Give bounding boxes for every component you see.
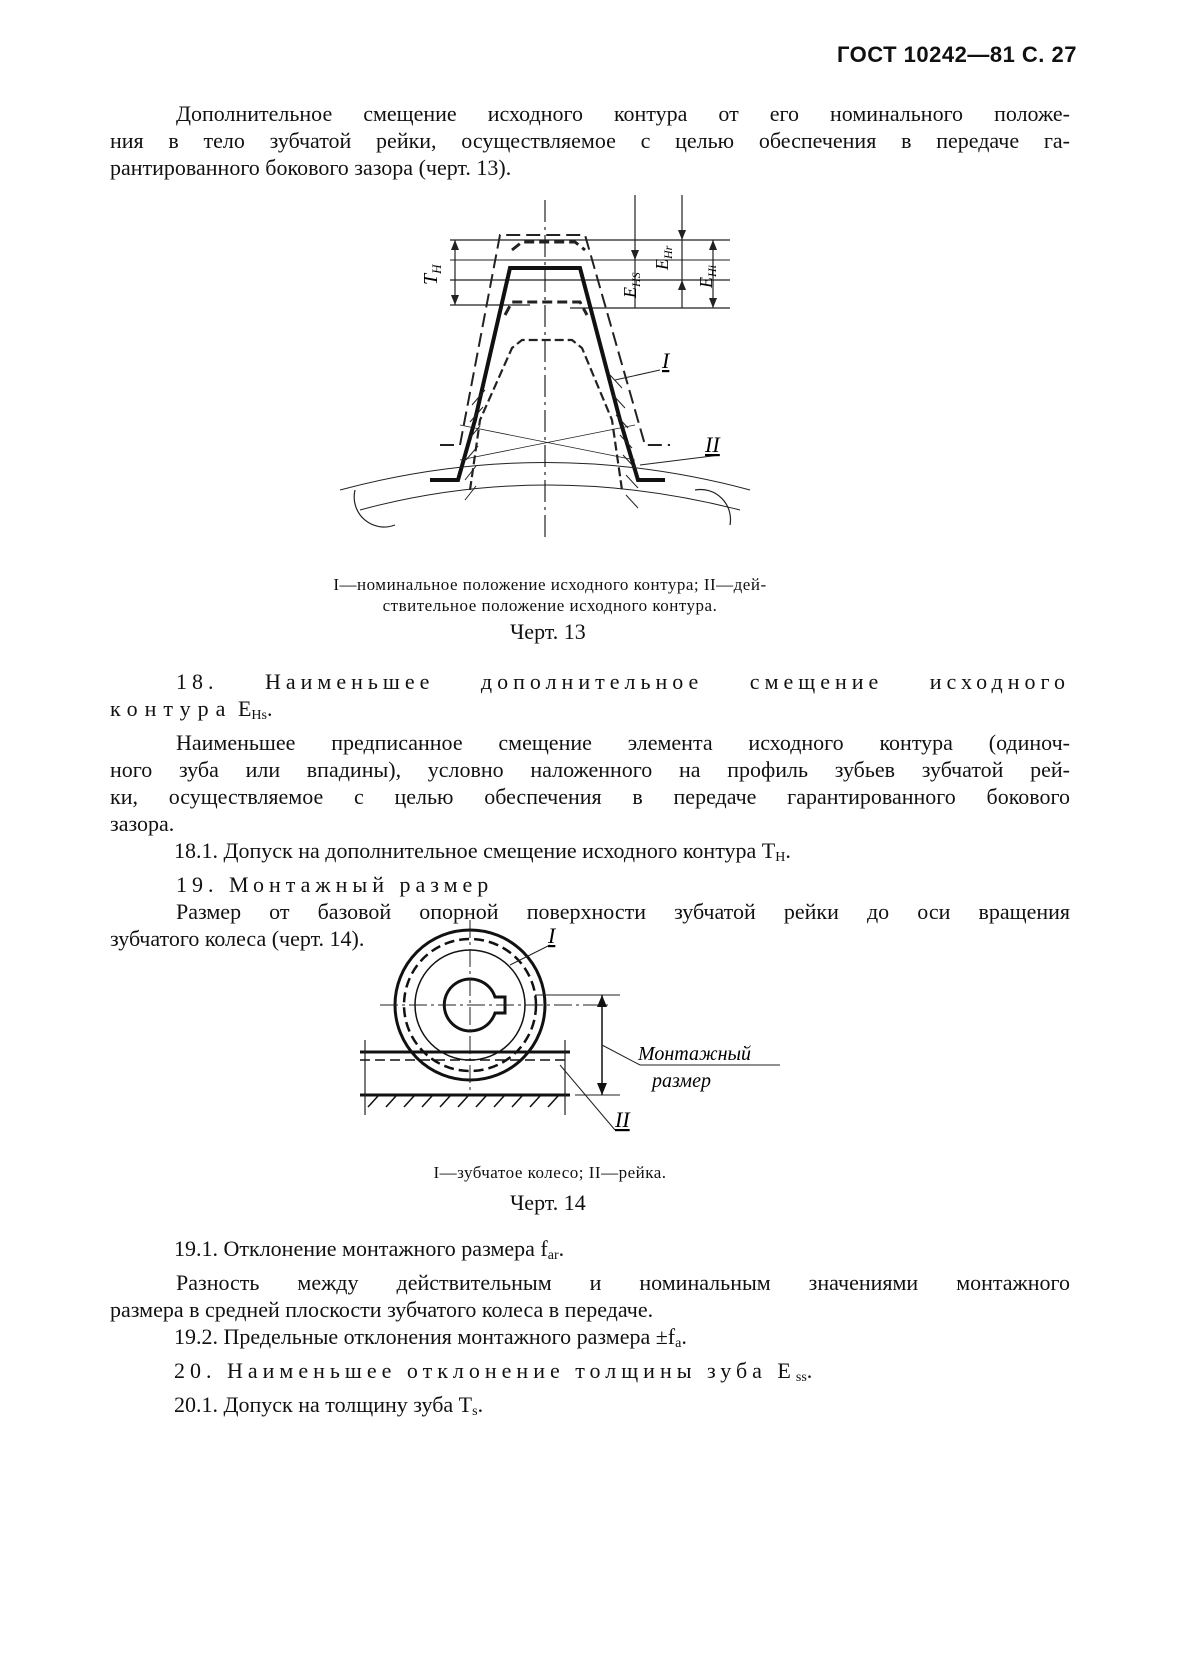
figure-13-caption [250,574,850,616]
label-mount-1: Монтажный [638,1043,752,1065]
intro-line-1: Дополнительное смещение исходного контура от его номинального положе- [176,101,1070,126]
intro-line-2: ния в тело зубчатой рейки, осуществляемое с целью обеспечения в передаче га- [110,128,1070,153]
section-18-heading-line-1: 18. Наименьшее дополнительное смещение исходного [176,669,1070,694]
section-19-heading: 19. Монтажный размер [176,872,494,897]
pitch-arc-2 [360,485,740,510]
section-18-1: 18.1. Допуск на дополнительное смещение исходного контура $T_H$. [174,838,791,865]
section-18-body-2: ного зуба или впадины), условно наложенного на профиль зубьев зубчатой рей- [110,757,1070,782]
label-roman-II: II [705,432,720,457]
left-wheel-arc [354,490,395,527]
figure-13-title: Черт. 13 [510,619,586,644]
label-rack-II: II [615,1107,630,1132]
section-19-body-2: зубчатого колеса (черт. 14). [110,926,365,951]
label-mount-2: размер [652,1070,711,1092]
ehr-arrow-2 [678,280,686,290]
leader-rack [560,1065,615,1130]
tooth-top-dashed-1 [512,242,585,250]
section-18-body-1: Наименьшее предписанное смещение элемента исходного контура (одиноч- [176,730,1070,755]
figure-14-title: Черт. 14 [510,1190,586,1215]
right-wheel-arc [695,489,731,525]
intro-paragraph [110,100,1070,181]
label-th: $T_H$ [420,264,444,285]
intro-line-3: рантированного бокового зазора (черт. 13). [110,155,512,180]
th-arrow-bottom [451,295,459,305]
label-ehs: $E_{HS}$ [620,272,643,298]
section-19-1-heading: 19.1. Отклонение монтажного размера $f_{ar}$. [174,1236,565,1263]
ehs-arrow [631,250,639,260]
section-19-body-1: Размер от базовой опорной поверхности зубчатой рейки до оси вращения [176,899,1070,924]
figure-13-caption-line-2: ствительное положение исходного контура. [382,596,718,615]
mount-leader [602,1045,640,1065]
figure-14-caption: I—зубчатое колесо; II—рейка. [433,1163,667,1182]
figure-14-diagram [340,915,820,1145]
section-18-body-3: ки, осуществляемое с целью обеспечения в передаче гарантированного бокового [110,784,1070,809]
ehi-arrow-bottom [709,298,717,308]
label-ehi: $E_{Hi}$ [696,265,719,288]
figure-13-caption-line-1: I—номинальное положение исходного контура; II—дей- [333,575,767,594]
page-header: ГОСТ 10242—81 С. 27 [836,42,1077,67]
ehi-arrow-top [709,240,717,250]
section-19-1 [110,1235,1070,1425]
label-roman-I: I [662,348,670,373]
leader-I [615,370,660,380]
section-18-body-4: зазора. [110,811,175,836]
section-19-2: 19.2. Предельные отклонения монтажного размера $\pm f_a$. [174,1324,687,1351]
section-20-1: 20.1. Допуск на толщину зуба $T_s$. [174,1392,484,1419]
th-arrow-top [451,240,459,250]
gear-tooth-profile [470,340,622,490]
ehr-arrow [678,230,686,240]
section-19-1-body-2: размера в средней плоскости зубчатого колеса в передаче. [110,1297,654,1322]
section-18 [110,668,1070,952]
section-18-heading-line-2: контура $E_{Hs}$. [110,696,273,723]
mount-arrow-top [597,995,607,1007]
label-gear-I: I [548,923,556,948]
label-ehr: $E_{Hr}$ [652,245,675,270]
rack-hatching [368,1096,558,1107]
actual-contour-profile [430,268,665,480]
section-20-heading: 20. Наименьшее отклонение толщины зуба $E_{ss}$. [174,1358,818,1385]
mount-arrow-bottom [597,1083,607,1095]
figure-13-diagram [300,190,860,550]
section-19-1-body-1: Разность между действительным и номинальным значениями монтажного [176,1270,1070,1295]
